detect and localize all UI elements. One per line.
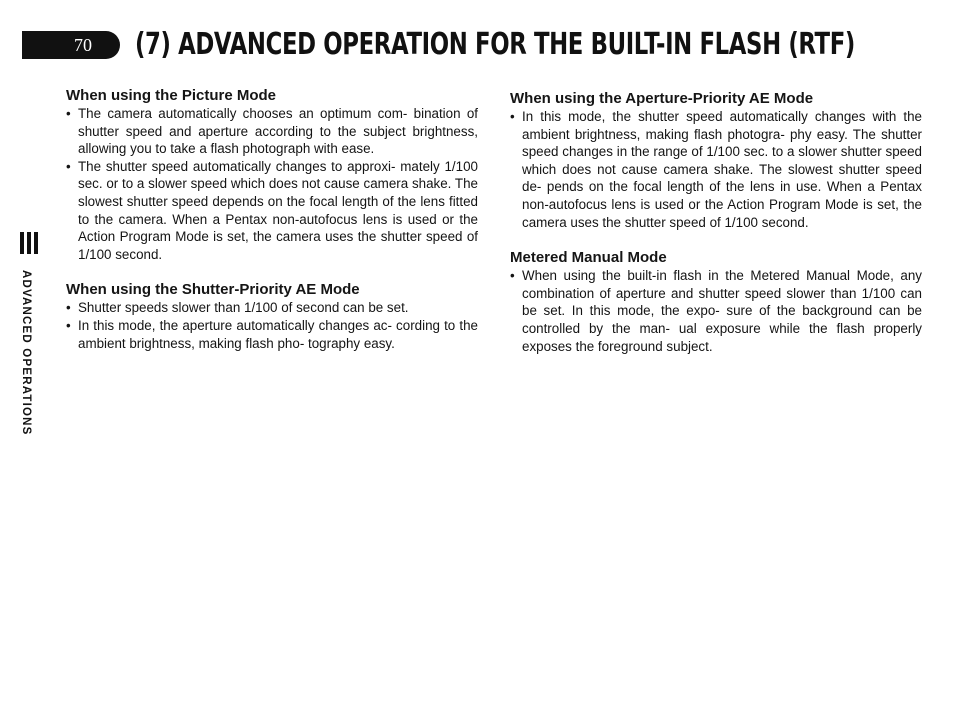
bullet-item: • In this mode, the shutter speed automatically changes with the ambient brightness, making flash photogra- phy easy. The shutter speed changes in the range of 1/100 sec. to a slower shutter speed which does not cause camera shake. The slowest shutter speed de- pends on the focal length of the lens in use. When a Pentax non-autofocus lens is used or the Action Program Mode is set, the camera uses the shutter speed of 1/100 second. bbox=[510, 108, 922, 231]
section-side-tab bbox=[18, 232, 38, 436]
page-number-badge bbox=[22, 31, 120, 59]
section-heading: When using the Aperture-Priority AE Mode bbox=[510, 90, 814, 107]
section-heading: When using the Picture Mode bbox=[66, 87, 277, 104]
section-aperture-priority bbox=[510, 89, 922, 231]
section-marker-bar bbox=[34, 232, 38, 254]
section-heading: When using the Shutter-Priority AE Mode bbox=[66, 281, 360, 299]
bullet-list bbox=[510, 267, 922, 355]
right-column bbox=[510, 89, 922, 372]
section-heading: Metered Manual Mode bbox=[510, 249, 667, 267]
bullet-item: • When using the built-in flash in the Metered Manual Mode, any combination of aperture and shutter speed slower than 1/100 can be set. In this mode, the expo- sure of the background can be controlled by the man- ual exposure while the flash properly exposes the foreground subject. bbox=[510, 267, 922, 355]
bullet-item: • Shutter speeds slower than 1/100 of second can be set. bbox=[66, 299, 478, 317]
section-marker-bar bbox=[27, 232, 31, 254]
page-title: (7) ADVANCED OPERATION FOR THE BUILT-IN FLASH (RTF) bbox=[135, 27, 855, 62]
section-shutter-priority bbox=[66, 280, 478, 352]
section-marker-bars bbox=[20, 232, 38, 254]
page-number: 70 bbox=[74, 35, 92, 55]
bullet-item: • The camera automatically chooses an optimum com- bination of shutter speed and aperture according to the subject brightness, allowing you to take a flash photograph with ease. bbox=[66, 105, 478, 158]
section-marker-bar bbox=[20, 232, 24, 254]
bullet-item: • The shutter speed automatically changes to approxi- mately 1/100 sec. or to a slower speed which does not cause camera shake. The slowest shutter speed depends on the focal length of the lens fitted to the camera. When a Pentax non-autofocus lens is used or the Action Program Mode is set, the camera uses the shutter speed of 1/100 second. bbox=[66, 158, 478, 264]
bullet-list bbox=[66, 105, 478, 263]
bullet-list bbox=[66, 299, 478, 352]
side-tab-label: ADVANCED OPERATIONS bbox=[20, 270, 32, 436]
section-picture-mode bbox=[66, 86, 478, 263]
section-metered-manual bbox=[510, 248, 922, 355]
bullet-item: • In this mode, the aperture automatically changes ac- cording to the ambient brightness, making flash pho- tography easy. bbox=[66, 317, 478, 352]
bullet-list bbox=[510, 108, 922, 231]
left-column bbox=[66, 86, 478, 369]
